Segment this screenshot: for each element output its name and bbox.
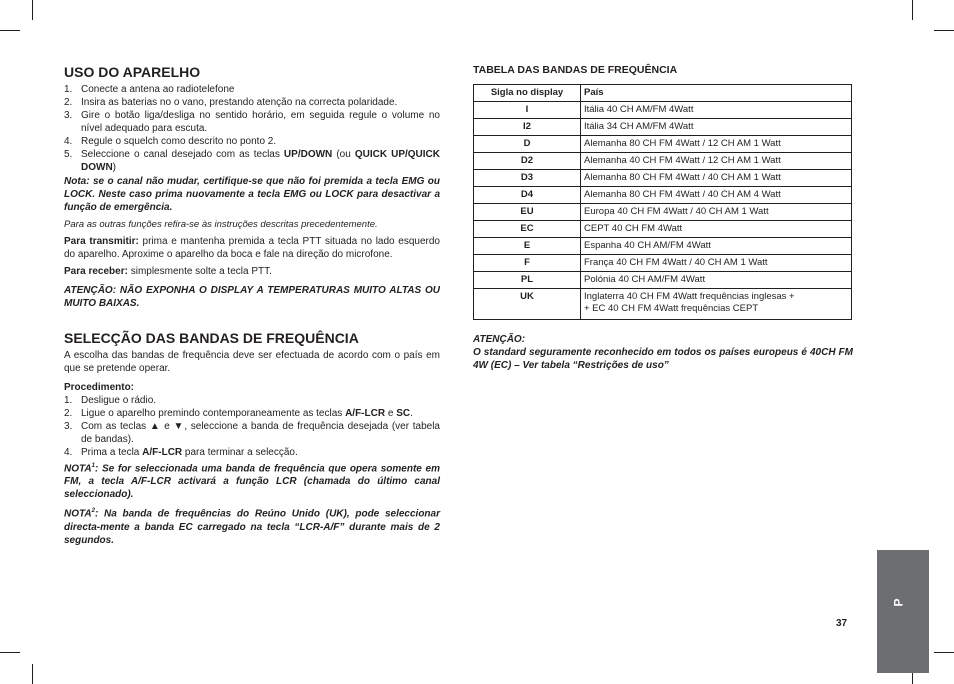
left-column [64,64,440,547]
table-row: D3 Alemanha 80 CH FM 4Watt / 40 CH AM 1 Watt [474,170,852,187]
column-header-country: País [581,85,852,102]
table-title: TABELA DAS BANDAS DE FREQUÊNCIA [473,64,678,76]
crop-mark [0,30,20,31]
list-item: 4. Regule o squelch como descrito no ponto 2. [64,136,277,147]
procedure-steps [64,394,440,459]
table-row: D Alemanha 80 CH FM 4Watt / 12 CH AM 1 Watt [474,136,852,153]
table-row: I Itália 40 CH AM/FM 4Watt [474,102,852,119]
list-item: 1. Conecte a antena ao radiotelefone [64,84,235,95]
table-row: E Espanha 40 CH AM/FM 4Watt [474,238,852,255]
seleccao-section [64,330,440,547]
other-functions-note: Para as outras funções refira-se às instruções descritas precedentemente. [64,219,378,230]
list-item: 2. Ligue o aparelho premindo contemporaneamente as teclas A/F-LCR e SC. [64,408,413,419]
list-item: 4. Prima a tecla A/F-LCR para terminar a selecção. [64,447,298,458]
table-row: UK Inglaterra 40 CH FM 4Watt frequências inglesas + + EC 40 CH FM 4Watt frequências CEPT [474,289,852,320]
crop-mark [934,652,954,653]
frequency-band-table [473,84,852,320]
list-item: 2. Insira as baterias no o vano, prestando atenção na correcta polaridade. [64,97,398,108]
list-item: 5. Seleccione o canal desejado com as teclas UP/DOWN (ou QUICK UP/QUICK DOWN) [64,149,440,173]
list-item: 3. Com as teclas ▲ e ▼, seleccione a banda de frequência desejada (ver tabela de bandas). [64,421,440,445]
right-column [473,64,853,372]
crop-mark [934,30,954,31]
table-row: D2 Alemanha 40 CH FM 4Watt / 12 CH AM 1 Watt [474,153,852,170]
table-row: EC CEPT 40 CH FM 4Watt [474,221,852,238]
uso-title: USO DO APARELHO [64,64,201,80]
seleccao-title: SELECÇÃO DAS BANDAS DE FREQUÊNCIA [64,330,359,346]
display-warning: ATENÇÃO: NÃO EXPONHA O DISPLAY A TEMPERATURAS MUITO ALTAS OU MUITO BAIXAS. [64,285,440,309]
procedure-label: Procedimento: [64,382,135,393]
table-row: EU Europa 40 CH FM 4Watt / 40 CH AM 1 Watt [474,204,852,221]
attention-text: O standard seguramente reconhecido em todos os países europeus é 40CH FM 4W (EC) – Ver tabela “Restrições de uso” [473,347,853,371]
list-item: 3. Gire o botão liga/desliga no sentido horário, em seguida regule o volume no nível adequado para escuta. [64,110,440,134]
seleccao-intro: A escolha das bandas de frequência deve ser efectuada de acordo com o país em que se pretende operar. [64,350,440,374]
list-item: 1. Desligue o rádio. [64,395,157,406]
crop-mark [32,0,33,20]
table-row: D4 Alemanha 80 CH FM 4Watt / 40 CH AM 4 Watt [474,187,852,204]
nota-1: NOTA$^1$: Se for seleccionada uma banda de frequência que opera somente em FM, a tecla A/F-LCR activará a função LCR (chamada do último canal seleccionado). [64,463,440,501]
column-header-code: Sigla no display [474,85,581,102]
nota-2: NOTA$^2$: Na banda de frequências do Reúno Unido (UK), pode seleccionar directa-mente a banda EC carregado na tecla “LCR-A/F” durante mais de 2 segundos. [64,508,440,546]
crop-mark [912,0,913,20]
table-row: F França 40 CH FM 4Watt / 40 CH AM 1 Watt [474,255,852,272]
table-row: PL Polónia 40 CH AM/FM 4Watt [474,272,852,289]
crop-mark [32,664,33,684]
crop-mark [0,652,20,653]
table-header-row [474,85,852,102]
transmit-paragraph: Para transmitir: prima e mantenha premida a tecla PTT situada no lado esquerdo do aparelho. Aproxime o aparelho da boca e fale na direção do microfone. [64,236,440,260]
page-number: 37 [836,618,848,629]
language-tab-label: P [891,598,906,607]
uso-nota: Nota: se o canal não mudar, certifique-se que não foi premida a tecla EMG ou LOCK. Neste caso prima nuovamente a tecla EMG ou LOCK para desactivar a função de emergência. [64,176,440,213]
attention-label: ATENÇÃO: [473,334,526,345]
receive-paragraph: Para receber: simplesmente solte a tecla PTT. [64,266,272,277]
table-row: I2 Itália 34 CH AM/FM 4Watt [474,119,852,136]
uso-steps [64,83,440,174]
language-tab [877,550,929,673]
